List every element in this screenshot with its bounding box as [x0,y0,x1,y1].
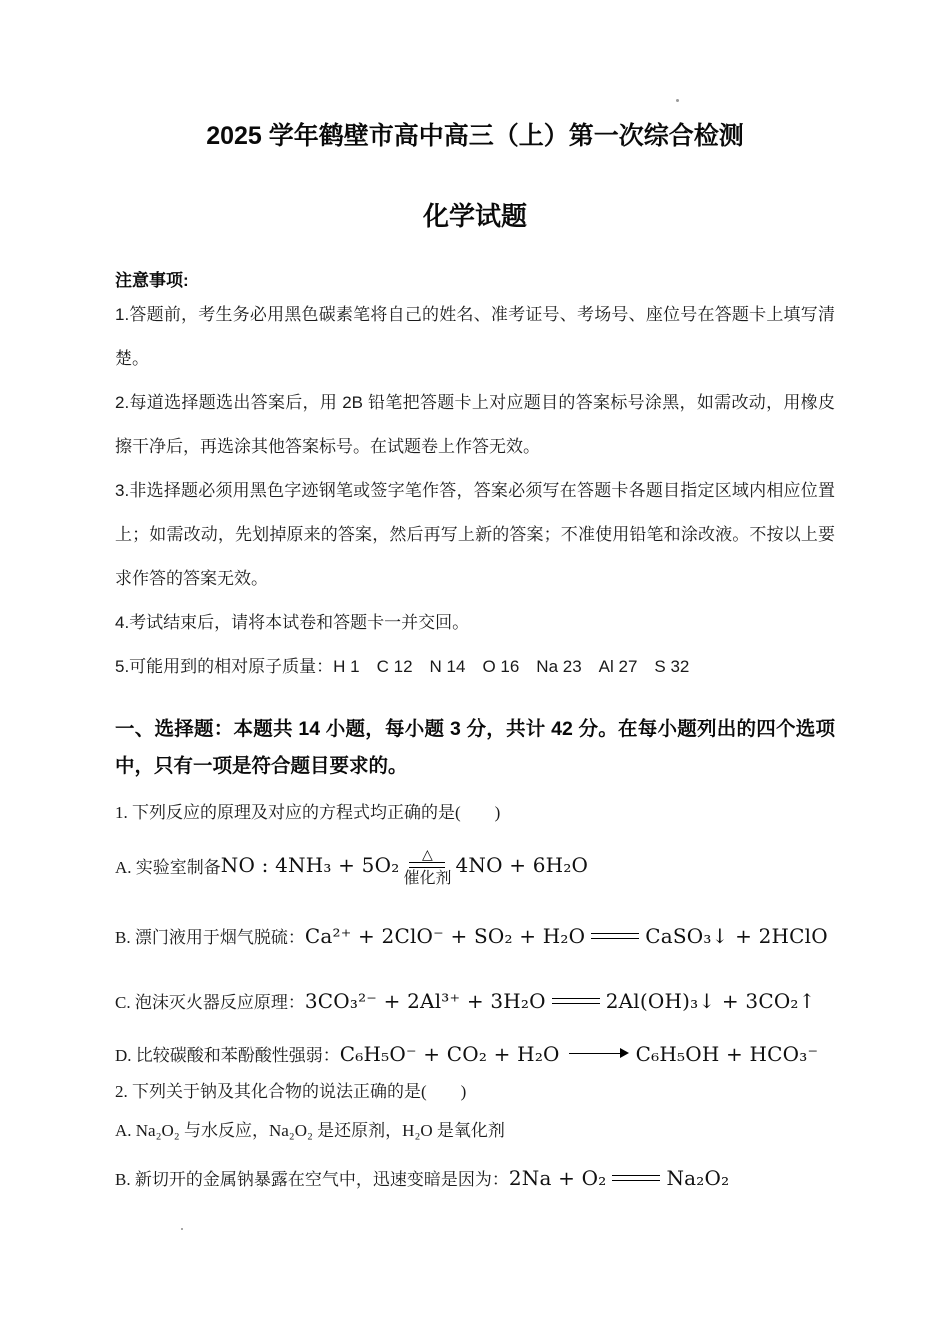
question-1-option-c [115,988,835,1013]
question-2-option-b [115,1165,835,1190]
formula-right: Na₂O₂ [666,1165,730,1190]
formula-left: C₆H₅O⁻ + CO₂ + H₂O [339,1041,560,1066]
page-title: 2025 学年鹤壁市高中高三（上）第一次综合检测 [206,122,744,150]
question-2-stem: 2. 下列关于钠及其化合物的说法正确的是( ) [115,1082,467,1101]
formula-right: 4NO + 6H₂O [455,853,589,877]
equals-double-line-icon [552,998,600,1004]
option-text: A. Na₂O₂ 与水反应，Na₂O₂ 是还原剂，H₂O 是氧化剂 [115,1121,505,1140]
formula-left: Ca²⁺ + 2ClO⁻ + SO₂ + H₂O [304,923,586,948]
notice-item-4: 4.考试结束后，请将本试卷和答题卡一并交回。 [115,613,470,632]
section-heading: 一、选择题：本题共 14 小题，每小题 3 分，共计 42 分。在每小题列出的四个选项中，只有一项是符合题目要求的。 [115,718,835,777]
notice-heading: 注意事项: [115,271,189,290]
notice-item-3: 3.非选择题必须用黑色字迹钢笔或签字笔作答，答案必须写在答题卡各题目指定区域内相应位置上；如需改动，先划掉原来的答案，然后再写上新的答案；不准使用铅笔和涂改液。不按以上要求作答的答案无效。 [115,481,835,588]
scan-speck-bottom [181,1228,183,1230]
option-label: B. 新切开的金属钠暴露在空气中，迅速变暗是因为： [115,1170,509,1189]
questions-block [115,801,835,1190]
formula-left: 3CO₃²⁻ + 2Al³⁺ + 3H₂O [304,988,546,1013]
option-label: C. 泡沫灭火器反应原理： [115,993,305,1012]
double-equals-line [409,862,445,868]
notice-item-1: 1.答题前，考生务必用黑色碳素笔将自己的姓名、准考证号、考场号、座位号在答题卡上填写清楚。 [115,305,835,368]
notice-item-5: 5.可能用到的相对原子质量：H 1 C 12 N 14 O 16 Na 23 Al 27 S 32 [115,657,690,676]
delta-heat-icon: △ [422,848,433,863]
reaction-arrow-icon [569,1053,627,1055]
catalyst-condition-label: 催化剂 [403,870,452,887]
equals-double-line-icon [612,1175,660,1181]
question-1-option-a [115,833,835,897]
equals-double-line-icon [591,933,639,939]
page-subtitle: 化学试题 [422,201,527,231]
notice-block [115,269,835,689]
formula-left: 2Na + O₂ [508,1165,607,1190]
option-label: B. 漂门液用于烟气脱硫： [115,928,305,947]
option-label: D. 比较碳酸和苯酚酸性强弱： [115,1046,340,1065]
catalyst-condition-stack [403,849,451,887]
question-1-option-d [115,1041,835,1066]
formula-right: CaSO₃↓ + 2HClO [645,923,828,948]
formula-right: C₆H₅OH + HCO₃⁻ [635,1041,819,1066]
question-2-option-a [115,1116,835,1141]
scan-speck-top [676,99,679,102]
question-1-stem: 1. 下列反应的原理及对应的方程式均正确的是( ) [115,803,501,822]
question-1-option-b [115,923,835,948]
formula-right: 2Al(OH)₃↓ + 3CO₂↑ [605,988,816,1013]
notice-item-2: 2.每道选择题选出答案后，用 2B 铅笔把答题卡上对应题目的答案标号涂黑，如需改动，用橡皮擦干净后，再选涂其他答案标号。在试题卷上作答无效。 [115,393,835,456]
option-label: A. 实验室制备 [115,857,221,877]
formula-left: NO : 4NH₃ + 5O₂ [220,853,400,877]
